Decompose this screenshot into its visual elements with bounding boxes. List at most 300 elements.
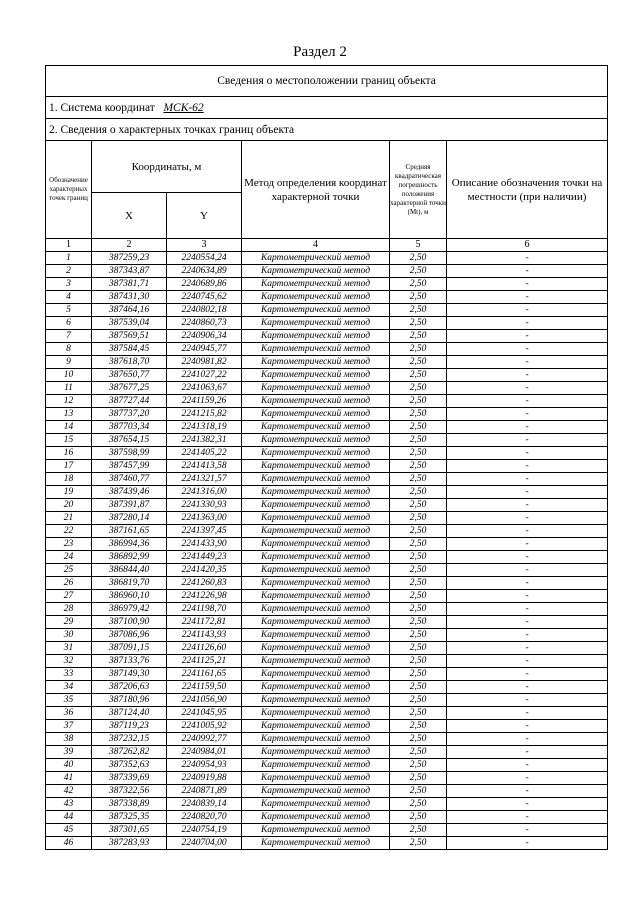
point-number-cell: 31 [46, 642, 92, 655]
y-coordinate-cell: 2240754,19 [167, 824, 242, 837]
y-coordinate-cell: 2240745,62 [167, 291, 242, 304]
method-cell: Картометрический метод [242, 369, 390, 382]
error-cell: 2,50 [390, 356, 447, 369]
y-coordinate-cell: 2241382,31 [167, 434, 242, 447]
table-row [46, 603, 608, 616]
x-coordinate-cell: 387539,04 [92, 317, 167, 330]
error-cell: 2,50 [390, 278, 447, 291]
description-cell: - [447, 252, 608, 265]
method-cell: Картометрический метод [242, 278, 390, 291]
description-cell: - [447, 811, 608, 824]
x-coordinate-cell: 387457,99 [92, 460, 167, 473]
y-coordinate-cell: 2240554,24 [167, 252, 242, 265]
table-row [46, 837, 608, 850]
x-coordinate-cell: 387259,23 [92, 252, 167, 265]
table-row [46, 759, 608, 772]
y-coordinate-cell: 2241125,21 [167, 655, 242, 668]
y-coordinate-cell: 2241005,92 [167, 720, 242, 733]
method-cell: Картометрический метод [242, 798, 390, 811]
y-coordinate-cell: 2241172,81 [167, 616, 242, 629]
y-coordinate-cell: 2241316,00 [167, 486, 242, 499]
error-cell: 2,50 [390, 343, 447, 356]
table-row [46, 564, 608, 577]
column-number: 6 [447, 239, 608, 252]
point-number-cell: 34 [46, 681, 92, 694]
description-cell: - [447, 694, 608, 707]
method-cell: Картометрический метод [242, 265, 390, 278]
y-coordinate-cell: 2241260,83 [167, 577, 242, 590]
point-number-cell: 16 [46, 447, 92, 460]
table-row [46, 707, 608, 720]
section-title: Раздел 2 [293, 44, 347, 60]
method-cell: Картометрический метод [242, 785, 390, 798]
x-coordinate-cell: 387727,44 [92, 395, 167, 408]
error-cell: 2,50 [390, 668, 447, 681]
method-cell: Картометрический метод [242, 720, 390, 733]
point-number-cell: 10 [46, 369, 92, 382]
y-coordinate-cell: 2240871,89 [167, 785, 242, 798]
header-description: Описание обозначения точки на местности (при наличии) [447, 141, 608, 239]
table-row [46, 499, 608, 512]
method-cell: Картометрический метод [242, 811, 390, 824]
header-coords: Координаты, м [92, 141, 242, 193]
point-number-cell: 8 [46, 343, 92, 356]
error-cell: 2,50 [390, 694, 447, 707]
error-cell: 2,50 [390, 434, 447, 447]
error-cell: 2,50 [390, 733, 447, 746]
error-cell: 2,50 [390, 395, 447, 408]
method-cell: Картометрический метод [242, 356, 390, 369]
description-cell: - [447, 707, 608, 720]
y-coordinate-cell: 2240906,34 [167, 330, 242, 343]
description-cell: - [447, 538, 608, 551]
y-coordinate-cell: 2240860,73 [167, 317, 242, 330]
description-cell: - [447, 330, 608, 343]
column-number: 1 [46, 239, 92, 252]
y-coordinate-cell: 2240802,18 [167, 304, 242, 317]
method-cell: Картометрический метод [242, 603, 390, 616]
description-cell: - [447, 317, 608, 330]
y-coordinate-cell: 2240704,00 [167, 837, 242, 850]
table-row [46, 525, 608, 538]
error-cell: 2,50 [390, 590, 447, 603]
y-coordinate-cell: 2241159,26 [167, 395, 242, 408]
y-coordinate-cell: 2240839,14 [167, 798, 242, 811]
x-coordinate-cell: 387569,51 [92, 330, 167, 343]
error-cell: 2,50 [390, 824, 447, 837]
error-cell: 2,50 [390, 603, 447, 616]
error-cell: 2,50 [390, 811, 447, 824]
table-row [46, 824, 608, 837]
x-coordinate-cell: 387431,30 [92, 291, 167, 304]
y-coordinate-cell: 2240820,70 [167, 811, 242, 824]
error-cell: 2,50 [390, 447, 447, 460]
description-cell: - [447, 759, 608, 772]
method-cell: Картометрический метод [242, 330, 390, 343]
error-cell: 2,50 [390, 564, 447, 577]
method-cell: Картометрический метод [242, 382, 390, 395]
method-cell: Картометрический метод [242, 759, 390, 772]
table-row [46, 720, 608, 733]
x-coordinate-cell: 387338,89 [92, 798, 167, 811]
error-cell: 2,50 [390, 577, 447, 590]
error-cell: 2,50 [390, 720, 447, 733]
point-number-cell: 6 [46, 317, 92, 330]
point-number-cell: 41 [46, 772, 92, 785]
table-row [46, 382, 608, 395]
point-number-cell: 5 [46, 304, 92, 317]
method-cell: Картометрический метод [242, 590, 390, 603]
method-cell: Картометрический метод [242, 655, 390, 668]
x-coordinate-cell: 387654,15 [92, 434, 167, 447]
error-cell: 2,50 [390, 330, 447, 343]
header-x: X [92, 193, 167, 239]
error-cell: 2,50 [390, 837, 447, 850]
method-cell: Картометрический метод [242, 421, 390, 434]
description-cell: - [447, 798, 608, 811]
point-number-cell: 40 [46, 759, 92, 772]
description-cell: - [447, 577, 608, 590]
description-cell: - [447, 356, 608, 369]
table-row [46, 772, 608, 785]
column-number: 3 [167, 239, 242, 252]
header-y: Y [167, 193, 242, 239]
point-number-cell: 44 [46, 811, 92, 824]
description-cell: - [447, 746, 608, 759]
y-coordinate-cell: 2241397,45 [167, 525, 242, 538]
point-number-cell: 27 [46, 590, 92, 603]
point-number-cell: 2 [46, 265, 92, 278]
point-number-cell: 15 [46, 434, 92, 447]
error-cell: 2,50 [390, 681, 447, 694]
table-row [46, 369, 608, 382]
y-coordinate-cell: 2241405,22 [167, 447, 242, 460]
method-cell: Картометрический метод [242, 434, 390, 447]
method-cell: Картометрический метод [242, 681, 390, 694]
table-row [46, 421, 608, 434]
y-coordinate-cell: 2241433,90 [167, 538, 242, 551]
table-row [46, 486, 608, 499]
y-coordinate-cell: 2241161,65 [167, 668, 242, 681]
method-cell: Картометрический метод [242, 343, 390, 356]
table-row [46, 538, 608, 551]
description-cell: - [447, 655, 608, 668]
method-cell: Картометрический метод [242, 304, 390, 317]
error-cell: 2,50 [390, 382, 447, 395]
x-coordinate-cell: 387343,87 [92, 265, 167, 278]
description-cell: - [447, 512, 608, 525]
error-cell: 2,50 [390, 499, 447, 512]
x-coordinate-cell: 387161,65 [92, 525, 167, 538]
x-coordinate-cell: 387206,63 [92, 681, 167, 694]
table-row [46, 356, 608, 369]
table-row [46, 811, 608, 824]
point-number-cell: 19 [46, 486, 92, 499]
y-coordinate-cell: 2241215,82 [167, 408, 242, 421]
table-row [46, 655, 608, 668]
description-cell: - [447, 369, 608, 382]
point-number-cell: 33 [46, 668, 92, 681]
table-title: Сведения о местоположении границ объекта [46, 66, 608, 97]
x-coordinate-cell: 387086,96 [92, 629, 167, 642]
point-number-cell: 26 [46, 577, 92, 590]
description-cell: - [447, 395, 608, 408]
point-number-cell: 32 [46, 655, 92, 668]
point-number-cell: 4 [46, 291, 92, 304]
x-coordinate-cell: 386819,70 [92, 577, 167, 590]
point-number-cell: 23 [46, 538, 92, 551]
point-number-cell: 35 [46, 694, 92, 707]
y-coordinate-cell: 2240992,77 [167, 733, 242, 746]
description-cell: - [447, 304, 608, 317]
error-cell: 2,50 [390, 616, 447, 629]
description-cell: - [447, 382, 608, 395]
method-cell: Картометрический метод [242, 772, 390, 785]
method-cell: Картометрический метод [242, 577, 390, 590]
x-coordinate-cell: 386892,99 [92, 551, 167, 564]
y-coordinate-cell: 2241143,93 [167, 629, 242, 642]
table-row [46, 512, 608, 525]
point-number-cell: 43 [46, 798, 92, 811]
y-coordinate-cell: 2241413,58 [167, 460, 242, 473]
x-coordinate-cell: 387618,70 [92, 356, 167, 369]
error-cell: 2,50 [390, 798, 447, 811]
description-cell: - [447, 408, 608, 421]
column-number: 2 [92, 239, 167, 252]
table-row [46, 278, 608, 291]
table-row [46, 798, 608, 811]
table-row [46, 642, 608, 655]
x-coordinate-cell: 387133,76 [92, 655, 167, 668]
description-cell: - [447, 291, 608, 304]
description-cell: - [447, 421, 608, 434]
method-cell: Картометрический метод [242, 447, 390, 460]
x-coordinate-cell: 387180,96 [92, 694, 167, 707]
method-cell: Картометрический метод [242, 616, 390, 629]
method-cell: Картометрический метод [242, 291, 390, 304]
y-coordinate-cell: 2241321,57 [167, 473, 242, 486]
description-cell: - [447, 837, 608, 850]
error-cell: 2,50 [390, 785, 447, 798]
description-cell: - [447, 603, 608, 616]
y-coordinate-cell: 2240689,86 [167, 278, 242, 291]
table-row [46, 252, 608, 265]
method-cell: Картометрический метод [242, 746, 390, 759]
y-coordinate-cell: 2241063,67 [167, 382, 242, 395]
description-cell: - [447, 499, 608, 512]
table-row [46, 681, 608, 694]
error-cell: 2,50 [390, 291, 447, 304]
x-coordinate-cell: 387232,15 [92, 733, 167, 746]
method-cell: Картометрический метод [242, 499, 390, 512]
point-number-cell: 11 [46, 382, 92, 395]
method-cell: Картометрический метод [242, 512, 390, 525]
y-coordinate-cell: 2241420,35 [167, 564, 242, 577]
method-cell: Картометрический метод [242, 694, 390, 707]
coord-system-row [46, 97, 608, 119]
description-cell: - [447, 590, 608, 603]
method-cell: Картометрический метод [242, 395, 390, 408]
point-number-cell: 42 [46, 785, 92, 798]
x-coordinate-cell: 387091,15 [92, 642, 167, 655]
x-coordinate-cell: 387737,20 [92, 408, 167, 421]
point-number-cell: 45 [46, 824, 92, 837]
point-number-cell: 21 [46, 512, 92, 525]
description-cell: - [447, 772, 608, 785]
y-coordinate-cell: 2240984,01 [167, 746, 242, 759]
description-cell: - [447, 486, 608, 499]
error-cell: 2,50 [390, 421, 447, 434]
x-coordinate-cell: 386994,36 [92, 538, 167, 551]
method-cell: Картометрический метод [242, 473, 390, 486]
method-cell: Картометрический метод [242, 642, 390, 655]
table-row [46, 473, 608, 486]
table-row [46, 395, 608, 408]
description-cell: - [447, 551, 608, 564]
point-number-cell: 25 [46, 564, 92, 577]
point-number-cell: 37 [46, 720, 92, 733]
table-row [46, 447, 608, 460]
error-cell: 2,50 [390, 759, 447, 772]
y-coordinate-cell: 2241159,50 [167, 681, 242, 694]
description-cell: - [447, 447, 608, 460]
point-number-cell: 28 [46, 603, 92, 616]
header-error: Средняя квадратическая погрешность положения характерной точки (Mt), м [390, 141, 447, 239]
error-cell: 2,50 [390, 304, 447, 317]
description-cell: - [447, 629, 608, 642]
table-row [46, 785, 608, 798]
description-cell: - [447, 460, 608, 473]
x-coordinate-cell: 387598,99 [92, 447, 167, 460]
error-cell: 2,50 [390, 460, 447, 473]
method-cell: Картометрический метод [242, 486, 390, 499]
table-row [46, 551, 608, 564]
x-coordinate-cell: 387322,56 [92, 785, 167, 798]
error-cell: 2,50 [390, 473, 447, 486]
table-row [46, 746, 608, 759]
error-cell: 2,50 [390, 551, 447, 564]
y-coordinate-cell: 2241126,60 [167, 642, 242, 655]
x-coordinate-cell: 387439,46 [92, 486, 167, 499]
error-cell: 2,50 [390, 252, 447, 265]
method-cell: Картометрический метод [242, 668, 390, 681]
description-cell: - [447, 824, 608, 837]
y-coordinate-cell: 2240919,88 [167, 772, 242, 785]
method-cell: Картометрический метод [242, 733, 390, 746]
table-row [46, 460, 608, 473]
x-coordinate-cell: 387339,69 [92, 772, 167, 785]
error-cell: 2,50 [390, 512, 447, 525]
point-number-cell: 18 [46, 473, 92, 486]
error-cell: 2,50 [390, 629, 447, 642]
table-row [46, 590, 608, 603]
y-coordinate-cell: 2241198,70 [167, 603, 242, 616]
x-coordinate-cell: 387352,63 [92, 759, 167, 772]
x-coordinate-cell: 387283,93 [92, 837, 167, 850]
description-cell: - [447, 733, 608, 746]
coord-system-label: 1. Система координат [49, 101, 155, 114]
x-coordinate-cell: 387381,71 [92, 278, 167, 291]
point-number-cell: 1 [46, 252, 92, 265]
point-number-cell: 30 [46, 629, 92, 642]
method-cell: Картометрический метод [242, 252, 390, 265]
point-number-cell: 14 [46, 421, 92, 434]
y-coordinate-cell: 2241330,93 [167, 499, 242, 512]
x-coordinate-cell: 387262,82 [92, 746, 167, 759]
header-method: Метод определения координат характерной точки [242, 141, 390, 239]
point-number-cell: 22 [46, 525, 92, 538]
point-number-cell: 7 [46, 330, 92, 343]
method-cell: Картометрический метод [242, 460, 390, 473]
error-cell: 2,50 [390, 746, 447, 759]
description-cell: - [447, 434, 608, 447]
header-point-label: Обозначение характерных точек границ [46, 141, 92, 239]
error-cell: 2,50 [390, 265, 447, 278]
error-cell: 2,50 [390, 538, 447, 551]
x-coordinate-cell: 387100,90 [92, 616, 167, 629]
point-number-cell: 46 [46, 837, 92, 850]
column-number: 5 [390, 239, 447, 252]
table-row [46, 694, 608, 707]
point-number-cell: 3 [46, 278, 92, 291]
y-coordinate-cell: 2241226,98 [167, 590, 242, 603]
error-cell: 2,50 [390, 655, 447, 668]
point-number-cell: 20 [46, 499, 92, 512]
point-number-cell: 29 [46, 616, 92, 629]
x-coordinate-cell: 386844,40 [92, 564, 167, 577]
method-cell: Картометрический метод [242, 629, 390, 642]
table-row [46, 408, 608, 421]
point-number-cell: 39 [46, 746, 92, 759]
y-coordinate-cell: 2241318,19 [167, 421, 242, 434]
table-row [46, 343, 608, 356]
column-number: 4 [242, 239, 390, 252]
x-coordinate-cell: 387124,40 [92, 707, 167, 720]
description-cell: - [447, 525, 608, 538]
x-coordinate-cell: 387460,77 [92, 473, 167, 486]
description-cell: - [447, 668, 608, 681]
description-cell: - [447, 616, 608, 629]
table-row [46, 668, 608, 681]
x-coordinate-cell: 387650,77 [92, 369, 167, 382]
error-cell: 2,50 [390, 369, 447, 382]
table-row [46, 577, 608, 590]
description-cell: - [447, 278, 608, 291]
description-cell: - [447, 642, 608, 655]
table-row [46, 291, 608, 304]
x-coordinate-cell: 387391,87 [92, 499, 167, 512]
point-number-cell: 13 [46, 408, 92, 421]
point-number-cell: 24 [46, 551, 92, 564]
description-cell: - [447, 720, 608, 733]
table-row [46, 434, 608, 447]
description-cell: - [447, 265, 608, 278]
x-coordinate-cell: 387119,23 [92, 720, 167, 733]
table-row [46, 304, 608, 317]
table-row [46, 330, 608, 343]
error-cell: 2,50 [390, 317, 447, 330]
x-coordinate-cell: 387584,45 [92, 343, 167, 356]
point-number-cell: 17 [46, 460, 92, 473]
method-cell: Картометрический метод [242, 707, 390, 720]
point-number-cell: 12 [46, 395, 92, 408]
points-heading: 2. Сведения о характерных точках границ объекта [46, 119, 608, 141]
x-coordinate-cell: 387677,25 [92, 382, 167, 395]
error-cell: 2,50 [390, 408, 447, 421]
y-coordinate-cell: 2241363,00 [167, 512, 242, 525]
coord-system-value: МСК-62 [163, 101, 204, 114]
point-number-cell: 38 [46, 733, 92, 746]
